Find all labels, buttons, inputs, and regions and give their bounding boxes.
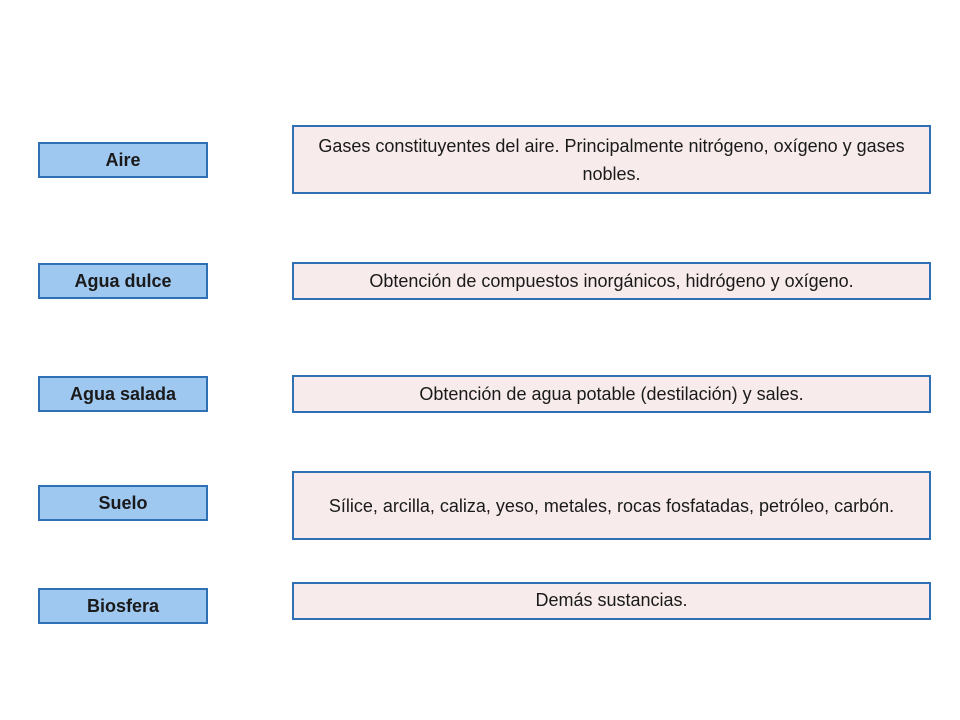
description-text: Obtención de compuestos inorgánicos, hidrógeno y oxígeno. [369,271,854,291]
description-box-agua-salada [292,375,931,413]
source-label: Biosfera [86,595,160,616]
description-box-aire [292,125,931,194]
description-text: Sílice, arcilla, caliza, yeso, metales, rocas fosfatadas, petróleo, carbón. [328,495,895,516]
source-label: Agua dulce [74,270,172,291]
description-box-suelo [292,471,931,540]
source-box-suelo [38,485,208,521]
source-box-agua-dulce [38,263,208,299]
source-label: Suelo [98,492,148,513]
description-text: Demás sustancias. [535,590,688,610]
source-box-biosfera [38,588,208,624]
description-text: Gases constituyentes del aire. Principalmente nitrógeno, oxígeno y gases nobles. [318,135,905,184]
source-box-aire [38,142,208,178]
description-box-biosfera [292,582,931,620]
source-label: Aire [105,149,141,170]
source-box-agua-salada [38,376,208,412]
description-text: Obtención de agua potable (destilación) y sales. [419,384,804,404]
source-label: Agua salada [69,383,177,404]
description-box-agua-dulce [292,262,931,300]
